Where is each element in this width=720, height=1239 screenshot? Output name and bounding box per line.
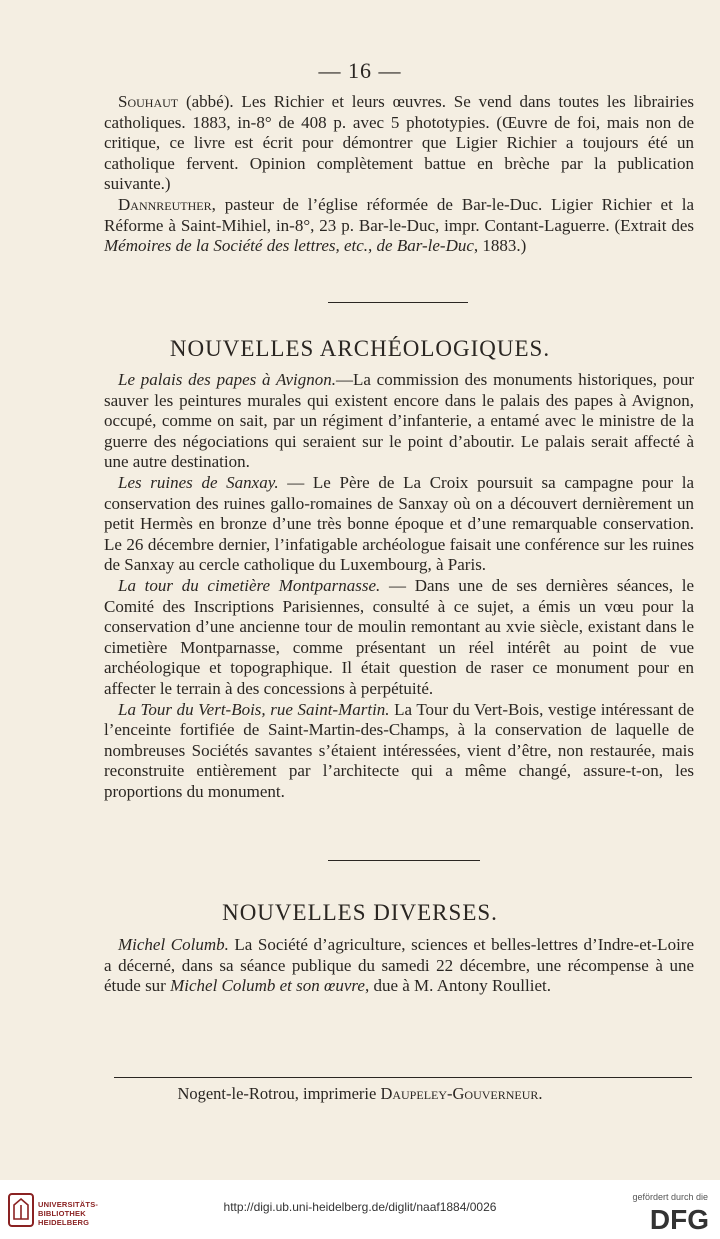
bib-author: Souhaut [118, 92, 179, 111]
section-heading-archeologiques: NOUVELLES ARCHÉOLOGIQUES. [169, 336, 551, 361]
section-divider [328, 860, 480, 861]
page-number: — 16 — [318, 58, 402, 83]
library-name: UNIVERSITÄTS- BIBLIOTHEK HEIDELBERG [38, 1200, 99, 1227]
archeologiques-body [104, 370, 694, 802]
news-item: Michel Columb. La Société d’agriculture, sciences et belles-lettres d’Indre-et-Loire a décerné, dans sa séance publique du samedi 22 décembre, une récompense à une étude sur Michel Columb et son œuvre, due à M. Antony Roulliet. [104, 935, 694, 996]
permalink-url[interactable]: http://digi.ub.uni-heidelberg.de/diglit/naaf1884/0026 [223, 1200, 497, 1214]
imprint-line: Nogent-le-Rotrou, imprimerie Daupeley-Gouverneur. [177, 1084, 543, 1103]
diverses-body [104, 935, 694, 997]
printer-name: Daupeley-Gouverneur. [380, 1084, 543, 1103]
news-item: Les ruines de Sanxay. — Le Père de La Croix poursuit sa campagne pour la conservation des ruines gallo-romaines de Sanxay où on a découvert dernièrement un petit Hermès en bronze d’une très bonne époque et d’une remarquable conservation. Le 26 décembre dernier, l’infatigable archéologue faisait une conférence sur les ruines de Sanxay au cercle catholique du Luxembourg, à Paris. [104, 472, 694, 575]
section-heading-diverses: NOUVELLES DIVERSES. [222, 900, 498, 925]
bib-entry-souhaut: Souhaut (abbé). Les Richier et leurs œuvres. Se vend dans toutes les librairies catholiques. 1883, in-8° de 408 p. avec 5 phototypies. (Œuvre de foi, mais non de critique, ce livre est écrit pour démontrer que Ligier Richier a toujours été un catholique fervent. Opinion complètement battue en brèche par la publication suivante.) [104, 92, 694, 194]
dfg-logo-icon [638, 1204, 710, 1232]
section-divider [328, 302, 468, 303]
footer-bar [0, 1180, 720, 1239]
news-item: La Tour du Vert-Bois, rue Saint-Martin. La Tour du Vert-Bois, vestige intéressant de l’enceinte fortifiée de Saint-Martin-des-Champs, à la conservation de laquelle de nombreuses Sociétés savantes s’étaient intéressées, vient d’être, non restaurée, mais reconstruite entièrement par l’architecte qui a même changé, assure-t-on, les proportions du monument. [104, 699, 694, 801]
bib-author: Dannreuther [118, 194, 212, 214]
news-item: La tour du cimetière Montparnasse. — Dans une de ses dernières séances, le Comité des Inscriptions Parisiennes, consulté à ce sujet, a émis un vœu pour la conservation d’une ancienne tour de moulin remontant au xvie siècle, existant dans le cimetière Montparnasse, comme présentant un réel intérêt au point de vue archéologique et topographique. Il était question de raser ce monument pour en affecter le terrain à des concessions à perpétuité. [104, 575, 694, 698]
news-item: Le palais des papes à Avignon.—La commission des monuments historiques, pour sauver les peintures murales qui existent encore dans le palais des papes à Avignon, occupé, comme on sait, par un régiment d’infanterie, a entamé avec le ministre de la guerre des négociations qui seraient sur le point d’aboutir. Le palais serait affecté à une autre destination. [104, 370, 695, 472]
funding-label: gefördert durch die [632, 1192, 708, 1202]
bibliography-block [104, 92, 694, 257]
bib-entry-dannreuther: Dannreuther, pasteur de l’église réformée de Bar-le-Duc. Ligier Richier et la Réforme à Saint-Mihiel, in-8°, 23 p. Bar-le-Duc, impr. Contant-Laguerre. (Extrait des Mémoires de la Société des lettres, etc., de Bar-le-Duc, 1883.) [104, 194, 694, 256]
imprint-rule [114, 1077, 692, 1078]
dfg-logo-text: DFG [649, 1204, 709, 1232]
